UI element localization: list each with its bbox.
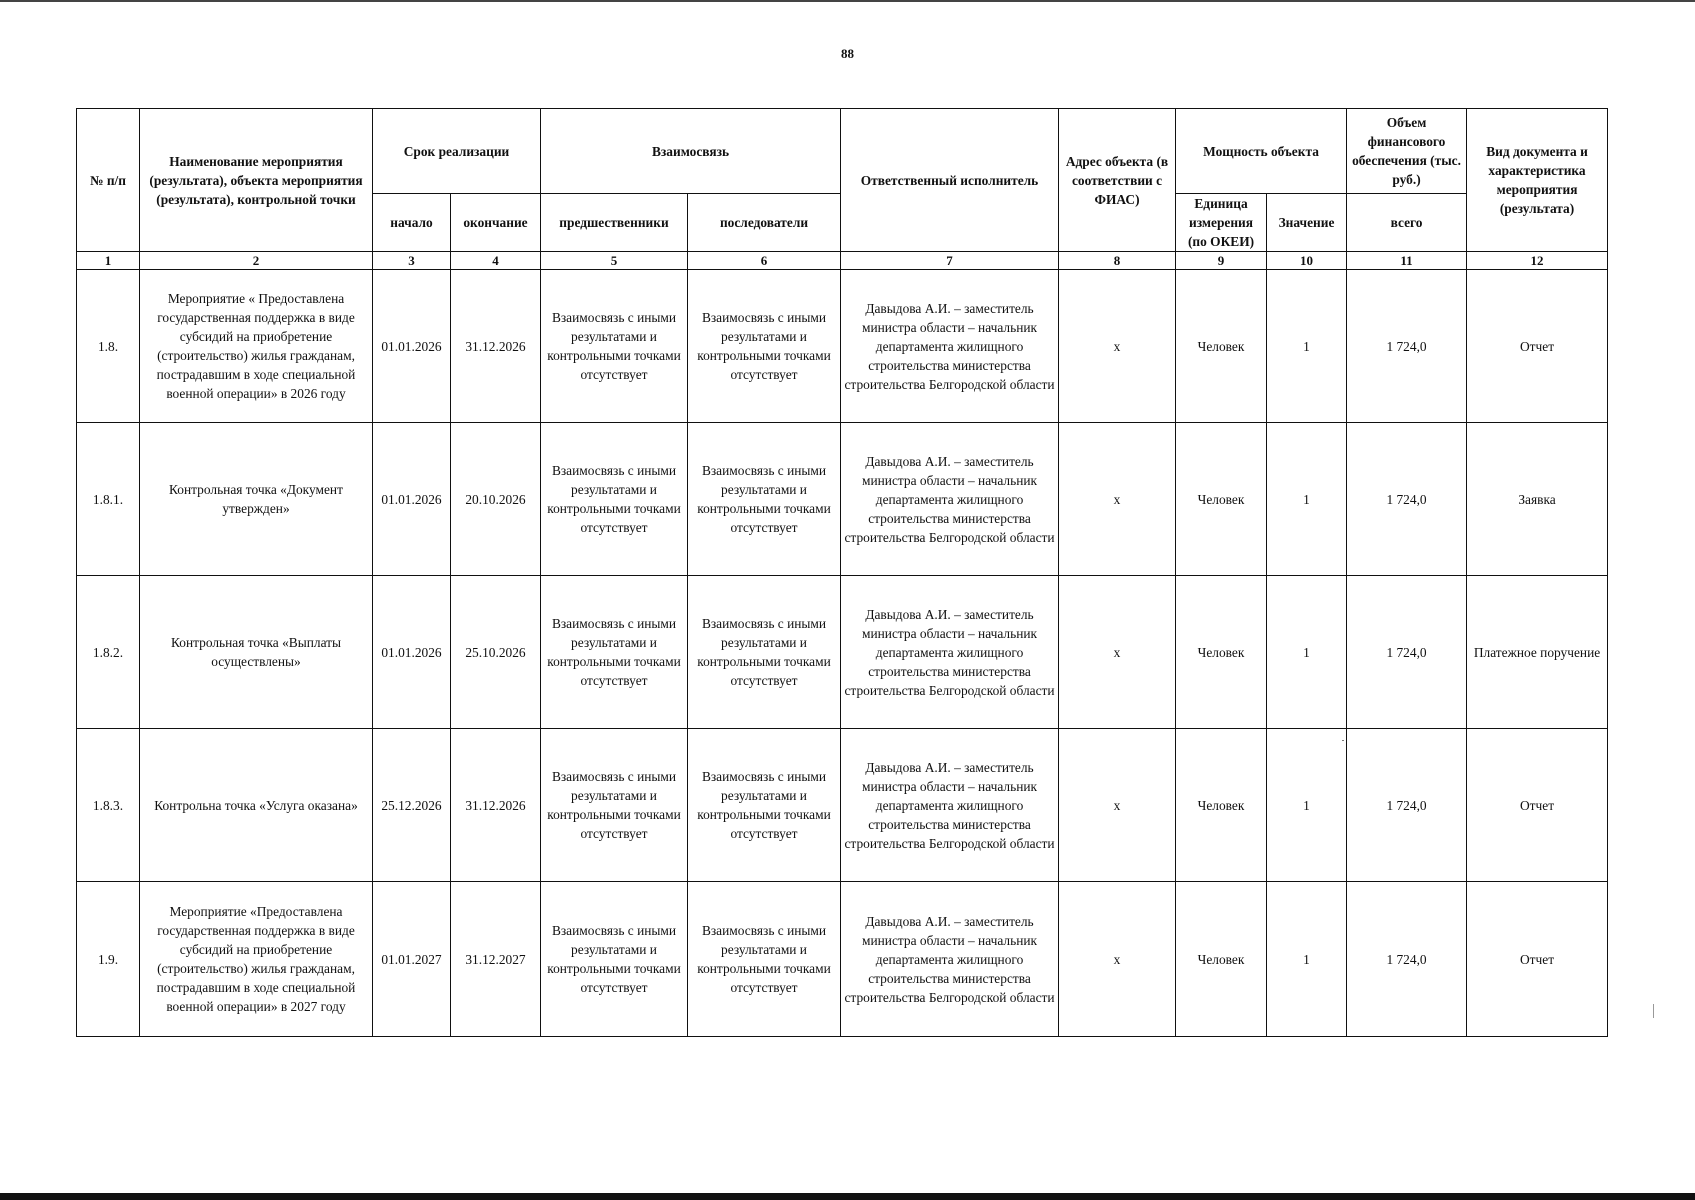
row-successors: Взаимосвязь с иными результатами и контрольными точками отсутствует [688, 576, 841, 729]
scan-mark [1653, 1004, 1654, 1018]
row-unit: Человек [1176, 882, 1267, 1037]
row-end: 25.10.2026 [451, 576, 541, 729]
row-end: 20.10.2026 [451, 423, 541, 576]
row-total: 1 724,0 [1347, 729, 1467, 882]
header-capacity: Мощность объекта [1176, 109, 1347, 194]
row-name: Контрольная точка «Документ утвержден» [140, 423, 373, 576]
row-document: Отчет [1467, 729, 1608, 882]
row-responsible: Давыдова А.И. – заместитель министра области – начальник департамента жилищного строительства министерства строительства Белгородской области [841, 882, 1059, 1037]
row-address: x [1059, 270, 1176, 423]
row-name: Мероприятие «Предоставлена государственная поддержка в виде субсидий на приобретение (строительство) жилья гражданам, пострадавшим в ходе специальной военной операции» в 2027 году [140, 882, 373, 1037]
row-address: x [1059, 729, 1176, 882]
header-capacity-unit: Единица измерения (по ОКЕИ) [1176, 194, 1267, 252]
row-unit: Человек [1176, 729, 1267, 882]
column-number: 1 [77, 252, 140, 270]
row-total: 1 724,0 [1347, 882, 1467, 1037]
row-name: Контрольная точка «Выплаты осуществлены» [140, 576, 373, 729]
header-term-end: окончание [451, 194, 541, 252]
row-value: 1 [1267, 576, 1347, 729]
column-number: 12 [1467, 252, 1608, 270]
row-predecessors: Взаимосвязь с иными результатами и контрольными точками отсутствует [541, 270, 688, 423]
row-start: 01.01.2027 [373, 882, 451, 1037]
scan-mark [1342, 740, 1344, 741]
row-address: x [1059, 882, 1176, 1037]
header-term: Срок реализации [373, 109, 541, 194]
table-row [77, 729, 1608, 882]
row-start: 01.01.2026 [373, 576, 451, 729]
header-predecessors: предшественники [541, 194, 688, 252]
column-number: 5 [541, 252, 688, 270]
header-name: Наименование мероприятия (результата), объекта мероприятия (результата), контрольной точки [140, 109, 373, 252]
row-responsible: Давыдова А.И. – заместитель министра области – начальник департамента жилищного строительства министерства строительства Белгородской области [841, 576, 1059, 729]
row-num: 1.8.2. [77, 576, 140, 729]
row-total: 1 724,0 [1347, 423, 1467, 576]
column-number: 3 [373, 252, 451, 270]
column-number: 2 [140, 252, 373, 270]
row-start: 25.12.2026 [373, 729, 451, 882]
row-document: Платежное поручение [1467, 576, 1608, 729]
row-predecessors: Взаимосвязь с иными результатами и контрольными точками отсутствует [541, 423, 688, 576]
header-link: Взаимосвязь [541, 109, 841, 194]
row-responsible: Давыдова А.И. – заместитель министра области – начальник департамента жилищного строительства министерства строительства Белгородской области [841, 729, 1059, 882]
row-document: Отчет [1467, 882, 1608, 1037]
row-successors: Взаимосвязь с иными результатами и контрольными точками отсутствует [688, 423, 841, 576]
header-responsible: Ответственный исполнитель [841, 109, 1059, 252]
row-name: Мероприятие « Предоставлена государственная поддержка в виде субсидий на приобретение (строительство) жилья гражданам, пострадавшим в ходе специальной военной операции» в 2026 году [140, 270, 373, 423]
row-value: 1 [1267, 882, 1347, 1037]
row-num: 1.9. [77, 882, 140, 1037]
row-successors: Взаимосвязь с иными результатами и контрольными точками отсутствует [688, 270, 841, 423]
row-end: 31.12.2026 [451, 729, 541, 882]
events-table [76, 108, 1608, 1037]
row-predecessors: Взаимосвязь с иными результатами и контрольными точками отсутствует [541, 729, 688, 882]
row-num: 1.8. [77, 270, 140, 423]
column-number: 7 [841, 252, 1059, 270]
column-number: 11 [1347, 252, 1467, 270]
row-predecessors: Взаимосвязь с иными результатами и контрольными точками отсутствует [541, 882, 688, 1037]
row-value: 1 [1267, 423, 1347, 576]
row-document: Заявка [1467, 423, 1608, 576]
header-financing-total: всего [1347, 194, 1467, 252]
header-financing: Объем финансового обеспечения (тыс. руб.) [1347, 109, 1467, 194]
row-unit: Человек [1176, 576, 1267, 729]
row-end: 31.12.2027 [451, 882, 541, 1037]
header-term-start: начало [373, 194, 451, 252]
header-address: Адрес объекта (в соответствии с ФИАС) [1059, 109, 1176, 252]
row-responsible: Давыдова А.И. – заместитель министра области – начальник департамента жилищного строительства министерства строительства Белгородской области [841, 423, 1059, 576]
column-number: 4 [451, 252, 541, 270]
scan-edge-top [0, 0, 1695, 2]
row-value: 1 [1267, 270, 1347, 423]
row-num: 1.8.1. [77, 423, 140, 576]
row-unit: Человек [1176, 270, 1267, 423]
column-number: 10 [1267, 252, 1347, 270]
table-row [77, 882, 1608, 1037]
column-number: 6 [688, 252, 841, 270]
row-name: Контрольна точка «Услуга оказана» [140, 729, 373, 882]
table-row [77, 423, 1608, 576]
header-successors: последователи [688, 194, 841, 252]
row-start: 01.01.2026 [373, 423, 451, 576]
table-row [77, 576, 1608, 729]
column-number: 8 [1059, 252, 1176, 270]
row-end: 31.12.2026 [451, 270, 541, 423]
row-num: 1.8.3. [77, 729, 140, 882]
table-row [77, 270, 1608, 423]
header-capacity-value: Значение [1267, 194, 1347, 252]
row-total: 1 724,0 [1347, 270, 1467, 423]
column-number: 9 [1176, 252, 1267, 270]
row-start: 01.01.2026 [373, 270, 451, 423]
row-document: Отчет [1467, 270, 1608, 423]
row-responsible: Давыдова А.И. – заместитель министра области – начальник департамента жилищного строительства министерства строительства Белгородской области [841, 270, 1059, 423]
row-value: 1 [1267, 729, 1347, 882]
row-address: x [1059, 576, 1176, 729]
page-number: 88 [841, 46, 854, 61]
header-document: Вид документа и характеристика мероприятия (результата) [1467, 109, 1608, 252]
row-successors: Взаимосвязь с иными результатами и контрольными точками отсутствует [688, 882, 841, 1037]
header-row-1 [77, 109, 1608, 194]
row-predecessors: Взаимосвязь с иными результатами и контрольными точками отсутствует [541, 576, 688, 729]
row-total: 1 724,0 [1347, 576, 1467, 729]
column-numbers-row [77, 252, 1608, 270]
row-successors: Взаимосвязь с иными результатами и контрольными точками отсутствует [688, 729, 841, 882]
row-address: x [1059, 423, 1176, 576]
header-num: № п/п [77, 109, 140, 252]
scan-edge-bottom [0, 1193, 1695, 1200]
row-unit: Человек [1176, 423, 1267, 576]
